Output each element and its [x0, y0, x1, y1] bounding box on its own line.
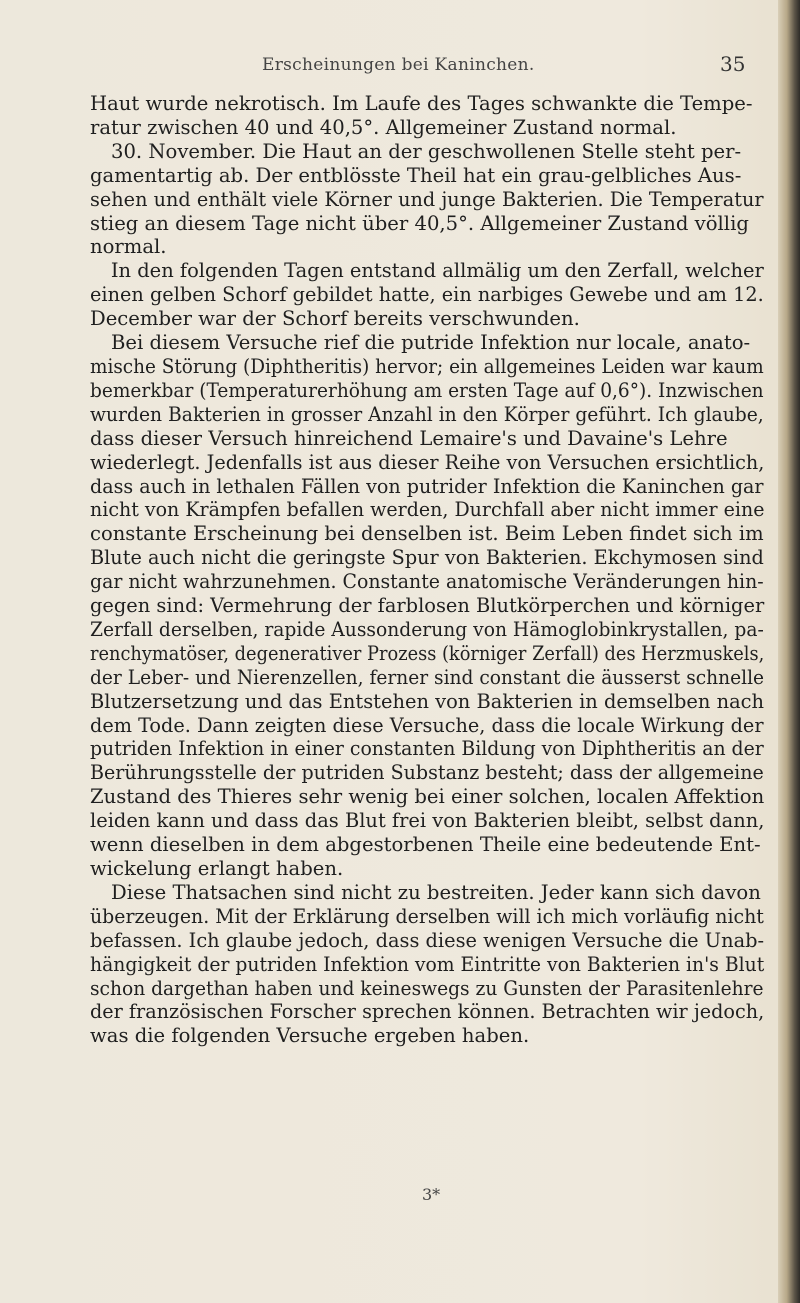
text-line: wenn dieselben in dem abgestorbenen Theile eine bedeutende Ent-	[90, 833, 761, 857]
book-binding-edge	[778, 0, 800, 1303]
text-line: constante Erscheinung bei denselben ist. Beim Leben findet sich im	[90, 522, 764, 546]
text-line: schon dargethan haben und keineswegs zu Gunsten der Parasitenlehre	[90, 976, 764, 1000]
text-line: gegen sind: Vermehrung der farblosen Blutkörperchen und körniger	[90, 594, 765, 618]
text-line: dem Tode. Dann zeigten diese Versuche, dass die locale Wirkung der	[90, 713, 764, 737]
text-line: wiederlegt. Jedenfalls ist aus dieser Reihe von Versuchen ersichtlich,	[90, 450, 765, 474]
text-line: Diese Thatsachen sind nicht zu bestreiten. Jeder kann sich davon	[111, 880, 761, 904]
text-line: Berührungsstelle der putriden Substanz besteht; dass der allgemeine	[90, 761, 764, 785]
text-line: Bei diesem Versuche rief die putride Infektion nur locale, anato-	[111, 331, 751, 355]
text-line: Haut wurde nekrotisch. Im Laufe des Tages schwankte die Tempe-	[90, 92, 753, 115]
text-line: Blute auch nicht die geringste Spur von Bakterien. Ekchymosen sind	[90, 546, 764, 570]
text-line: In den folgenden Tagen entstand allmälig um den Zerfall, welcher	[110, 259, 764, 283]
text-line: bemerkbar (Temperaturerhöhung am ersten Tage auf 0,6°). Inzwischen	[90, 378, 764, 402]
text-line: mische Störung (Diphtheritis) hervor; ein allgemeines Leiden war kaum	[90, 354, 764, 378]
text-line: befassen. Ich glaube jedoch, dass diese wenigen Versuche die Unab-	[90, 928, 765, 952]
text-line: Zustand des Thieres sehr wenig bei einer solchen, localen Affektion	[90, 785, 765, 809]
text-line: der französischen Forscher sprechen können. Betrachten wir jedoch,	[90, 1000, 765, 1024]
text-line: stieg an diesem Tage nicht über 40,5°. Allgemeiner Zustand völlig	[90, 211, 749, 235]
text-line: renchymatöser, degenerativer Prozess (körniger Zerfall) des Herzmuskels,	[90, 641, 765, 665]
text-line: gamentartig ab. Der entblösste Theil hat ein grau-gelbliches Aus-	[90, 163, 742, 187]
text-line: dass auch in lethalen Fällen von putrider Infektion die Kaninchen gar	[90, 474, 764, 498]
text-line: wickelung erlangt haben.	[90, 857, 344, 880]
page-number: 35	[720, 52, 746, 76]
body-text	[90, 92, 764, 1048]
text-line: sehen und enthält viele Körner und junge Bakterien. Die Temperatur	[90, 187, 764, 211]
signature-mark: 3*	[422, 1185, 441, 1204]
text-line: was die folgenden Versuche ergeben haben.	[90, 1024, 530, 1048]
running-title: Erscheinungen bei Kaninchen.	[262, 55, 535, 75]
text-line: gar nicht wahrzunehmen. Constante anatomische Veränderungen hin-	[90, 570, 764, 594]
text-line: hängigkeit der putriden Infektion vom Eintritte von Bakterien in's Blut	[90, 952, 765, 976]
text-line: 30. November. Die Haut an der geschwollenen Stelle steht per-	[111, 139, 742, 163]
text-line: überzeugen. Mit der Erklärung derselben will ich mich vorläufig nicht	[90, 904, 764, 928]
text-line: der Leber- und Nierenzellen, ferner sind constant die äusserst schnelle	[90, 665, 765, 689]
text-line: Zerfall derselben, rapide Aussonderung von Hämoglobinkrystallen, pa-	[90, 617, 764, 641]
text-line: December war der Schorf bereits verschwunden.	[90, 307, 580, 331]
text-line: nicht von Krämpfen befallen werden, Durchfall aber nicht immer eine	[90, 498, 765, 522]
text-line: putriden Infektion in einer constanten Bildung von Diphtheritis an der	[90, 737, 764, 761]
text-line: normal.	[90, 235, 167, 259]
text-line: ratur zwischen 40 und 40,5°. Allgemeiner Zustand normal.	[90, 115, 677, 139]
text-line: dass dieser Versuch hinreichend Lemaire's und Davaine's Lehre	[90, 426, 728, 450]
text-line: wurden Bakterien in grosser Anzahl in den Körper geführt. Ich glaube,	[90, 402, 764, 426]
text-line: Blutzersetzung und das Entstehen von Bakterien in demselben nach	[90, 689, 765, 713]
text-line: einen gelben Schorf gebildet hatte, ein narbiges Gewebe und am 12.	[90, 283, 764, 307]
text-line: leiden kann und dass das Blut frei von Bakterien bleibt, selbst dann,	[90, 809, 765, 833]
